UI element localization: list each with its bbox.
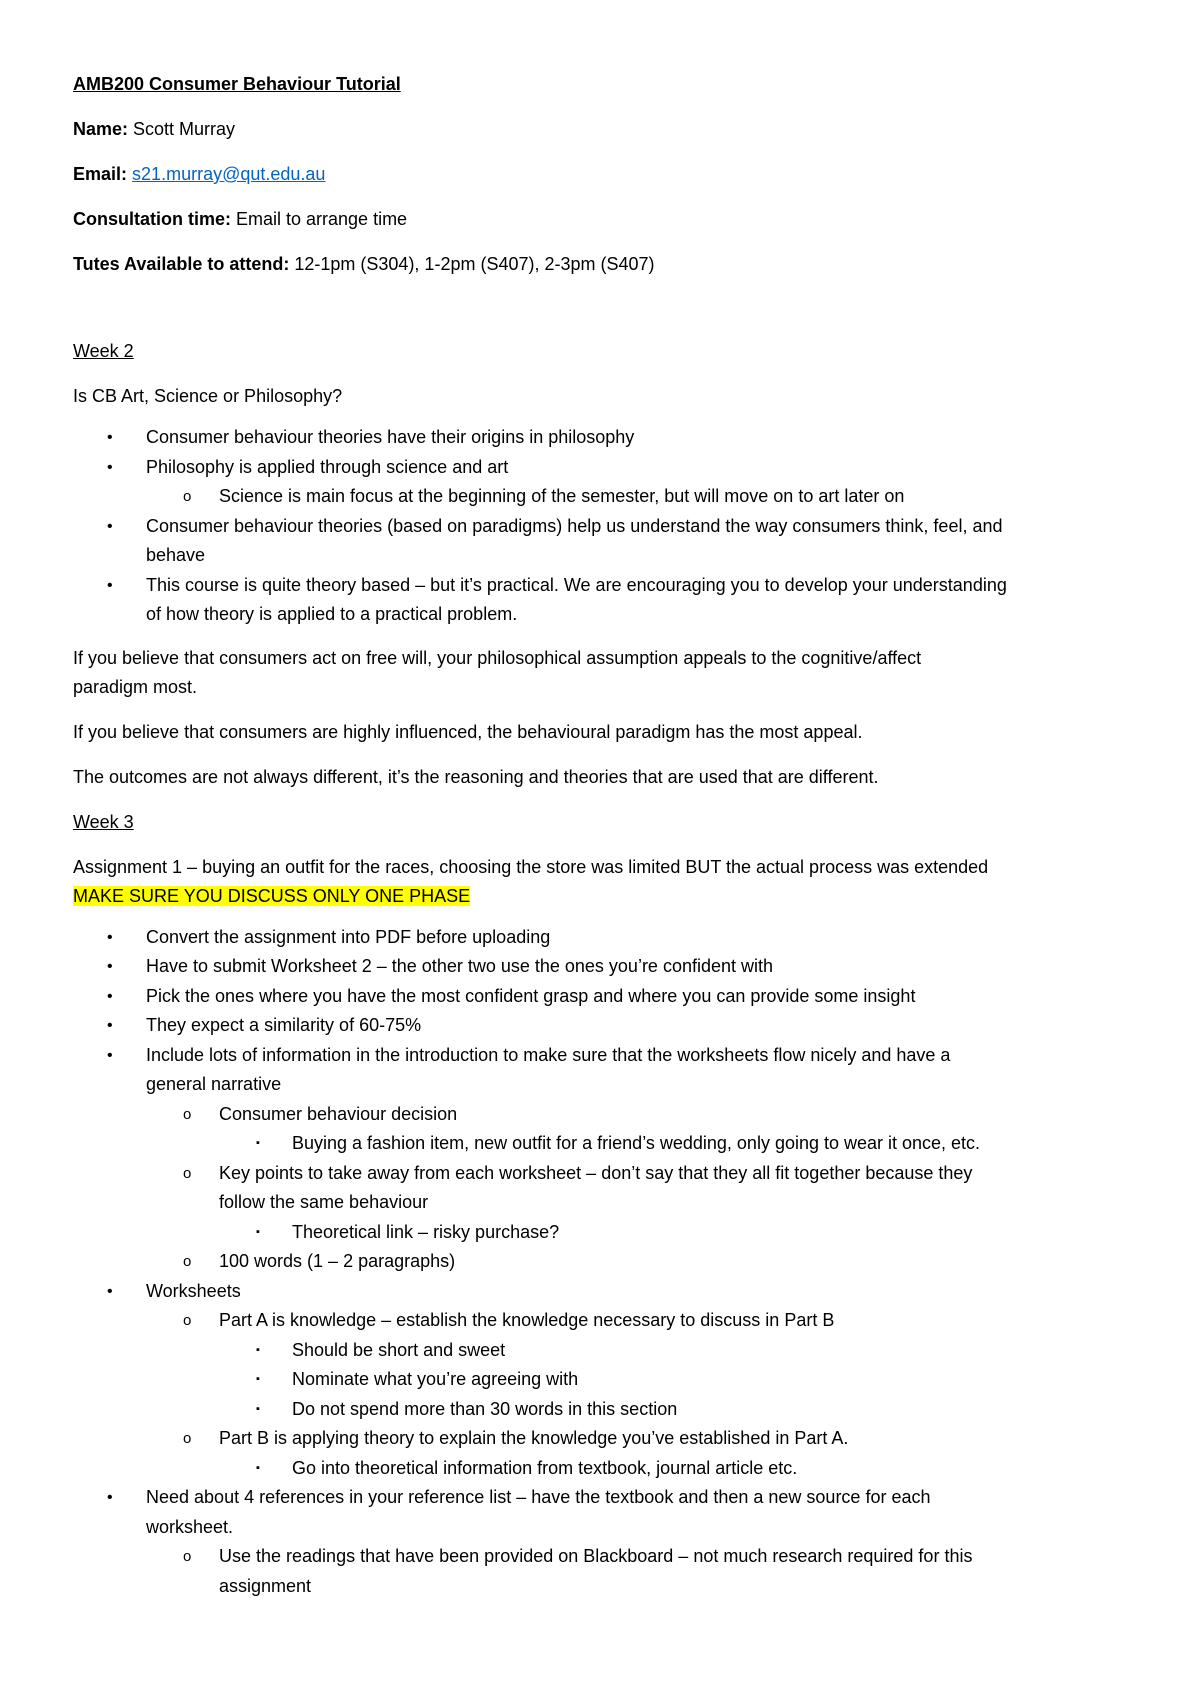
- circle-bullet-icon: o: [183, 1312, 192, 1329]
- list-item: • Consumer behaviour theories have their origins in philosophy: [73, 423, 1133, 453]
- assignment-line: Assignment 1 – buying an outfit for the races, choosing the store was limited BUT the actual process was extended: [73, 856, 989, 877]
- list-item: • Convert the assignment into PDF before uploading: [73, 923, 1133, 953]
- bullet-icon: •: [107, 958, 113, 975]
- circle-bullet-icon: o: [183, 1430, 192, 1447]
- list-item: • Philosophy is applied through science and art: [73, 453, 1133, 483]
- email-line: Email: s21.murray@qut.edu.au: [73, 164, 326, 184]
- square-bullet-icon: ▪: [256, 1402, 260, 1415]
- list-item-continuation: assignment: [219, 1575, 312, 1596]
- paragraph-influenced: If you believe that consumers are highly influenced, the behavioural paradigm has the most appeal.: [73, 721, 863, 742]
- paragraph-outcomes: The outcomes are not always different, it’s the reasoning and theories that are used that are different.: [73, 766, 879, 787]
- paragraph-free-will-cont: paradigm most.: [73, 676, 198, 697]
- circle-bullet-icon: o: [183, 1548, 192, 1565]
- list-item: ▪ Go into theoretical information from textbook, journal article etc.: [73, 1454, 1133, 1484]
- bullet-icon: •: [107, 1017, 113, 1034]
- list-item-continuation: general narrative: [146, 1074, 282, 1094]
- list-item: ▪ Nominate what you’re agreeing with: [73, 1365, 1133, 1395]
- circle-bullet-icon: o: [183, 1164, 192, 1182]
- week3-bullet-list: [73, 923, 1133, 1602]
- list-item: o Science is main focus at the beginning of the semester, but will move on to art later on: [73, 482, 1133, 512]
- circle-bullet-icon: o: [183, 1105, 192, 1123]
- list-item: ▪ Buying a fashion item, new outfit for a friend’s wedding, only going to wear it once, etc.: [73, 1129, 1133, 1159]
- list-item: • Need about 4 references in your reference list – have the textbook and then a new source for each: [73, 1483, 1133, 1513]
- email-link[interactable]: s21.murray@qut.edu.au: [132, 164, 326, 184]
- list-item: • Include lots of information in the introduction to make sure that the worksheets flow nicely and have a: [73, 1041, 1133, 1071]
- week2-question: Is CB Art, Science or Philosophy?: [73, 386, 343, 406]
- bullet-icon: •: [107, 1282, 113, 1300]
- bullet-icon: •: [107, 576, 113, 594]
- list-item: ▪ Should be short and sweet: [73, 1336, 1133, 1366]
- bullet-icon: •: [107, 1046, 113, 1064]
- bullet-icon: •: [107, 1489, 113, 1506]
- list-item: • Have to submit Worksheet 2 – the other two use the ones you’re confident with: [73, 952, 1133, 982]
- square-bullet-icon: ▪: [256, 1373, 260, 1385]
- list-item-continuation: follow the same behaviour: [219, 1192, 429, 1212]
- list-item: • Consumer behaviour theories (based on paradigms) help us understand the way consumers think, feel, and: [73, 512, 1133, 542]
- paragraph-free-will: If you believe that consumers act on free will, your philosophical assumption appeals to the cognitive/affect: [73, 647, 922, 668]
- tutes-line: Tutes Available to attend: 12-1pm (S304), 1-2pm (S407), 2-3pm (S407): [73, 254, 655, 274]
- bullet-icon: •: [107, 987, 113, 1005]
- consultation-line: Consultation time: Email to arrange time: [73, 209, 408, 229]
- list-item: • Worksheets: [73, 1277, 1133, 1307]
- list-item: ▪ Theoretical link – risky purchase?: [73, 1218, 1133, 1248]
- week3-heading: Week 3: [73, 811, 134, 832]
- list-item: o Consumer behaviour decision: [73, 1100, 1133, 1130]
- list-item: • This course is quite theory based – but it’s practical. We are encouraging you to develop your understanding: [73, 571, 1133, 601]
- square-bullet-icon: ▪: [256, 1225, 260, 1238]
- week2-heading: Week 2: [73, 341, 134, 361]
- warning-line: [73, 882, 1133, 911]
- circle-bullet-icon: o: [183, 488, 192, 505]
- square-bullet-icon: ▪: [256, 1137, 260, 1149]
- square-bullet-icon: ▪: [256, 1343, 260, 1356]
- list-item: • They expect a similarity of 60-75%: [73, 1011, 1133, 1041]
- list-item: o Use the readings that have been provided on Blackboard – not much research required for this: [73, 1542, 1133, 1572]
- list-item-continuation: behave: [146, 545, 206, 565]
- list-item: ▪ Do not spend more than 30 words in this section: [73, 1395, 1133, 1425]
- document-page: [73, 70, 1133, 1601]
- list-item-continuation: worksheet.: [146, 1516, 234, 1537]
- bullet-icon: •: [107, 928, 113, 946]
- circle-bullet-icon: o: [183, 1253, 192, 1270]
- name-line: Name: Scott Murray: [73, 119, 236, 139]
- document-title: AMB200 Consumer Behaviour Tutorial: [73, 74, 401, 94]
- list-item: o Key points to take away from each worksheet – don’t say that they all fit together because they: [73, 1159, 1133, 1189]
- week2-bullet-list: [73, 423, 1133, 630]
- list-item-continuation: of how theory is applied to a practical problem.: [146, 604, 518, 624]
- bullet-icon: •: [107, 517, 113, 535]
- square-bullet-icon: ▪: [256, 1461, 260, 1474]
- list-item: • Pick the ones where you have the most confident grasp and where you can provide some insight: [73, 982, 1133, 1012]
- highlighted-warning: MAKE SURE YOU DISCUSS ONLY ONE PHASE: [73, 885, 471, 906]
- bullet-icon: •: [107, 458, 113, 476]
- list-item: o 100 words (1 – 2 paragraphs): [73, 1247, 1133, 1277]
- list-item: o Part A is knowledge – establish the knowledge necessary to discuss in Part B: [73, 1306, 1133, 1336]
- list-item: o Part B is applying theory to explain the knowledge you’ve established in Part A.: [73, 1424, 1133, 1454]
- bullet-icon: •: [107, 429, 113, 446]
